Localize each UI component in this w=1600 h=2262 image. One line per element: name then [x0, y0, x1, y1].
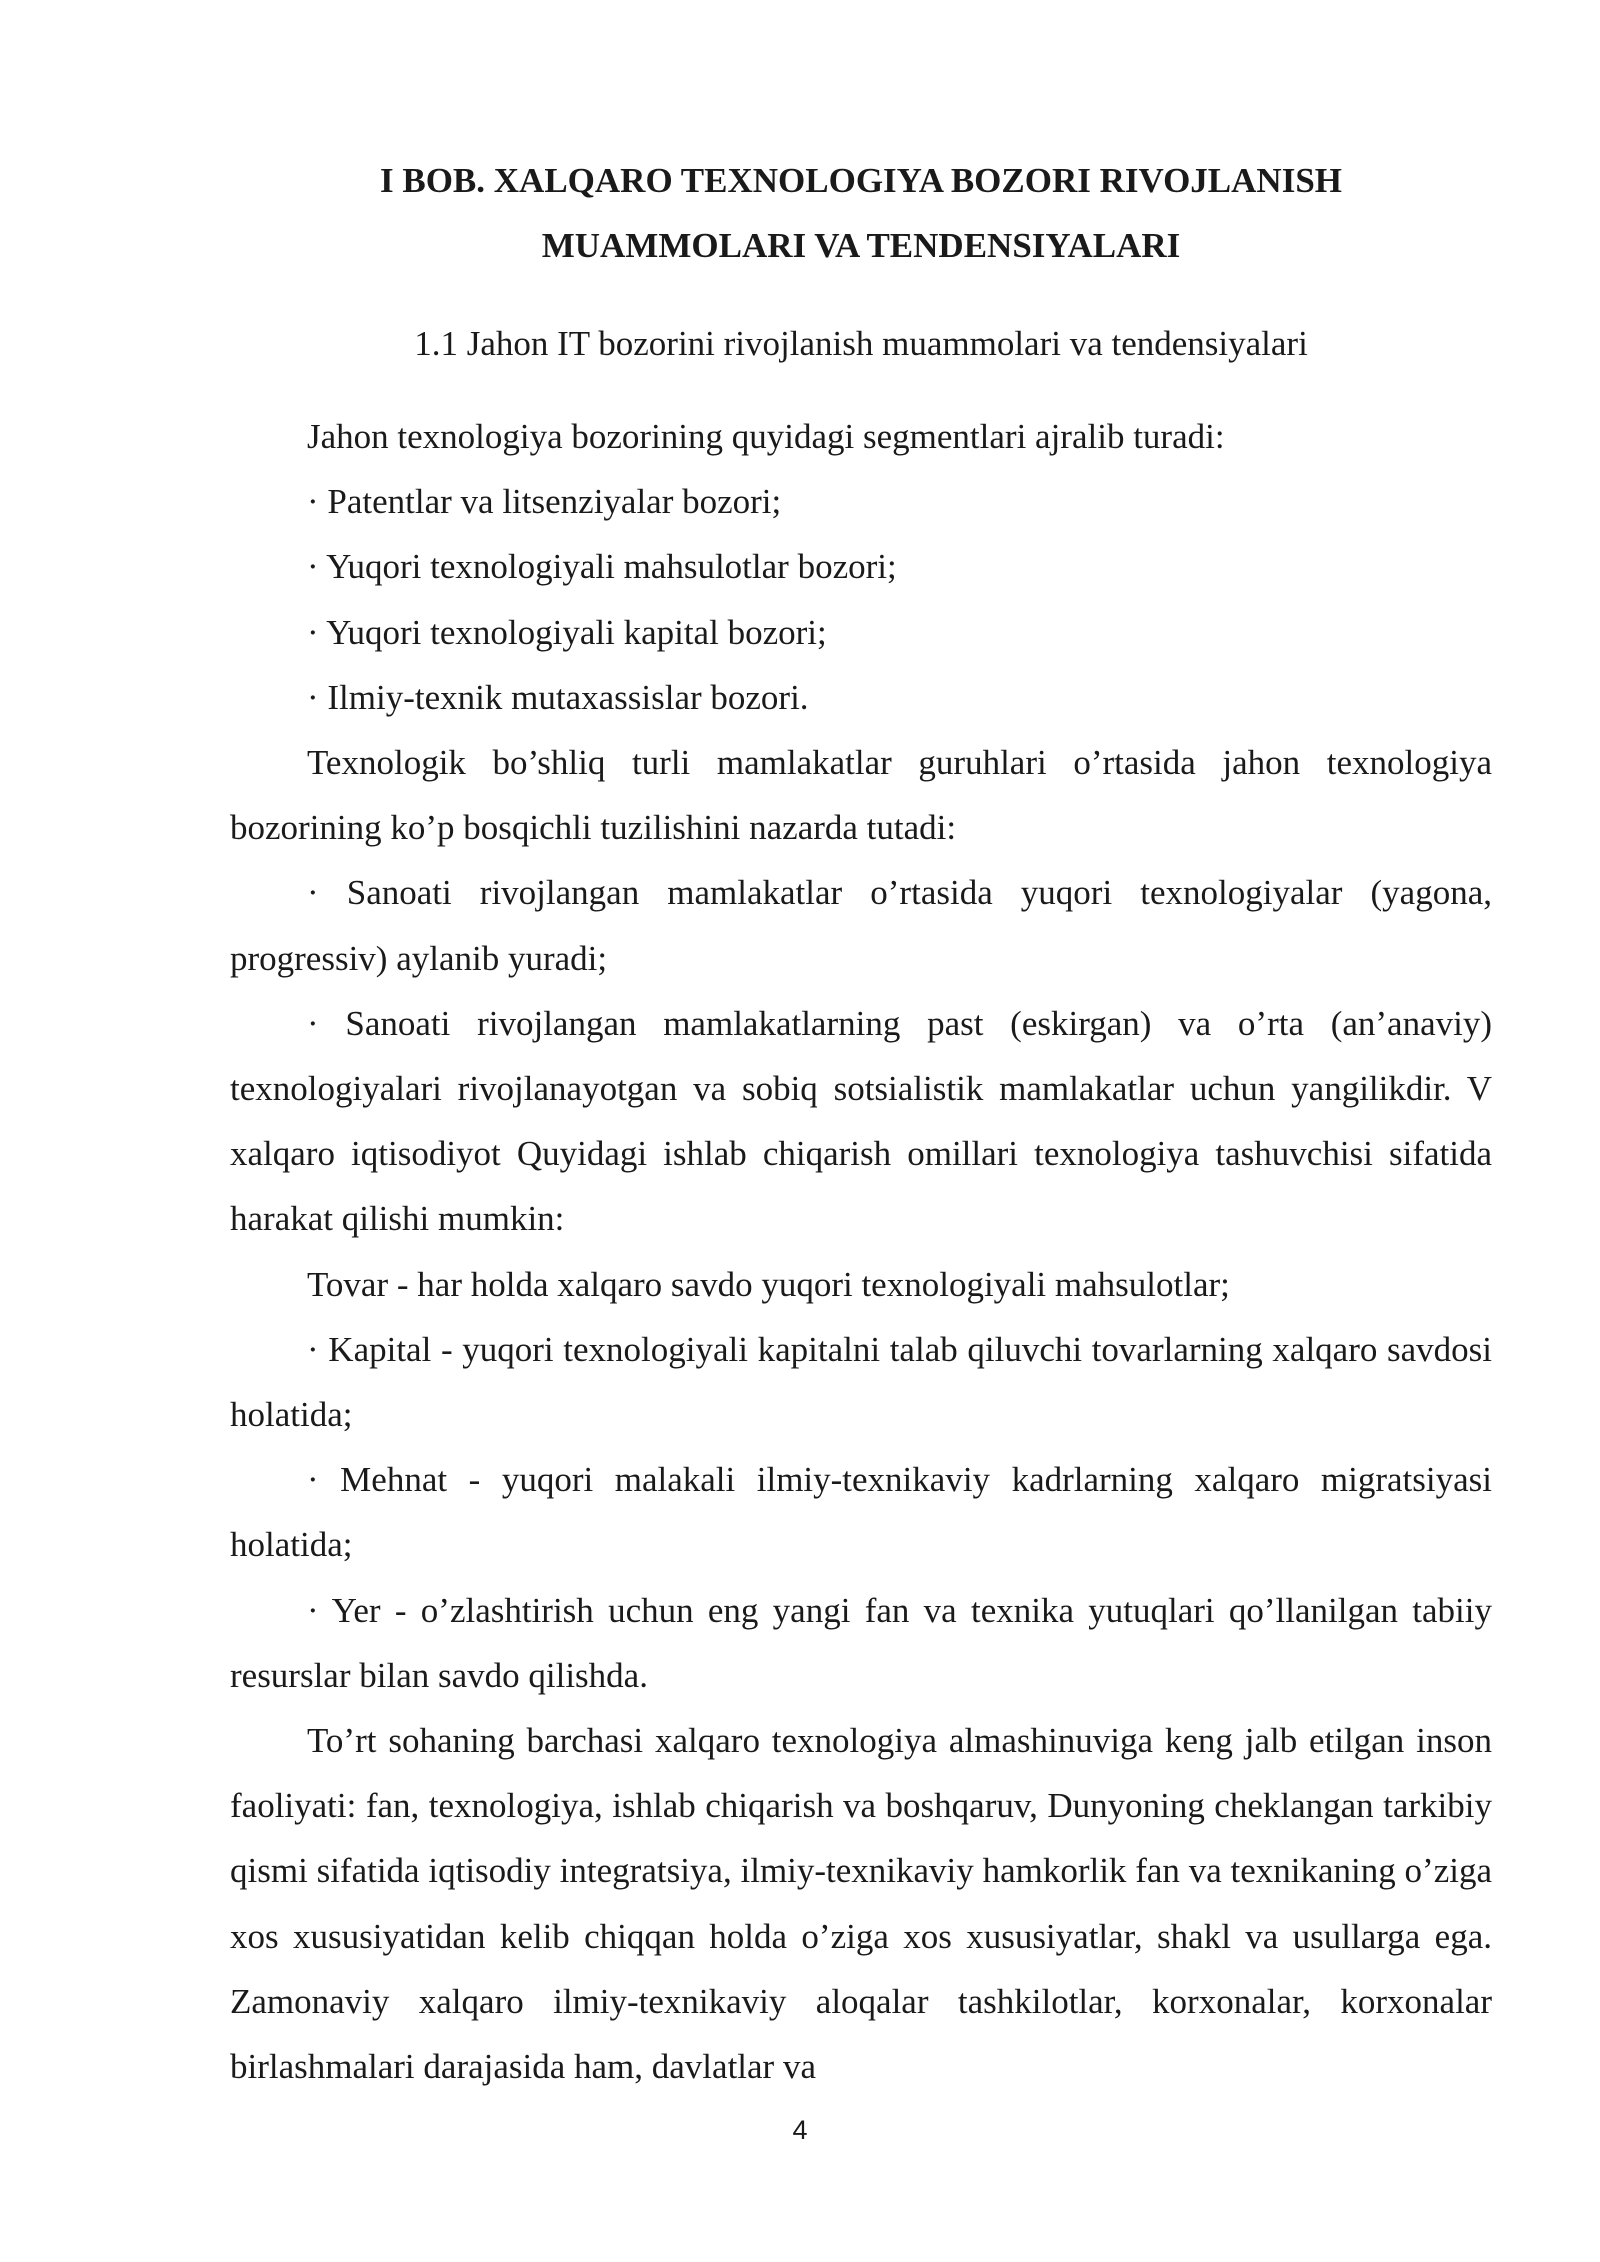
list-item-land: · Yer - o’zlashtirish uchun eng yangi fan va texnika yutuqlari qo’llanilgan tabiiy resurslar bilan savdo qilishda. — [230, 1590, 1492, 1695]
section-title: 1.1 Jahon IT bozorini rivojlanish muammolari va tendensiyalari — [414, 324, 1308, 363]
chapter-title — [230, 148, 1492, 278]
paragraph-goods: Tovar - har holda xalqaro savdo yuqori texnologiyali mahsulotlar; — [307, 1264, 1230, 1304]
list-item-hightech-products: · Yuqori texnologiyali mahsulotlar bozori; — [307, 547, 897, 587]
list-item-hightech-capital: · Yuqori texnologiyali kapital bozori; — [307, 612, 827, 652]
page-number: 4 — [792, 2115, 808, 2145]
list-item-patents: · Patentlar va litsenziyalar bozori; — [307, 482, 782, 522]
chapter-title-line-1: I BOB. XALQARO TEXNOLOGIYA BOZORI RIVOJLANISH — [379, 161, 1343, 200]
chapter-title-line-2: MUAMMOLARI VA TENDENSIYALARI — [541, 226, 1181, 265]
paragraph-four-spheres: To’rt sohaning barchasi xalqaro texnologiya almashinuviga keng jalb etilgan inson faoliyati: fan, texnologiya, ishlab chiqarish va boshqaruv, Dunyoning cheklangan tarkibiy qismi sifatida iqtisodiy integratsiya, ilmiy-texnikaviy hamkorlik fan va texnikaning o’ziga xos xususiyatidan kelib chiqqan holda o’ziga xos xususiyatlar, shakl va usullarga ega. Zamonaviy xalqaro ilmiy-texnikaviy aloqalar tashkilotlar, korxonalar, korxonalar birlashmalari darajasida ham, davlatlar va — [230, 1721, 1492, 2087]
list-item-specialists: · Ilmiy-texnik mutaxassislar bozori. — [307, 677, 809, 717]
list-item-labor: · Mehnat - yuqori malakali ilmiy-texnikaviy kadrlarning xalqaro migratsiyasi holatida; — [230, 1460, 1492, 1565]
body-text — [230, 404, 1492, 2099]
list-item-developed-countries: · Sanoati rivojlangan mamlakatlar o’rtasida yuqori texnologiyalar (yagona, progressiv) aylanib yuradi; — [230, 873, 1492, 978]
paragraph-intro: Jahon texnologiya bozorining quyidagi segmentlari ajralib turadi: — [307, 417, 1225, 456]
paragraph-technology-gap: Texnologik bo’shliq turli mamlakatlar guruhlari o’rtasida jahon texnologiya bozorining ko’p bosqichli tuzilishini nazarda tutadi: — [230, 743, 1492, 848]
list-item-capital: · Kapital - yuqori texnologiyali kapitalni talab qiluvchi tovarlarning xalqaro savdosi holatida; — [230, 1329, 1492, 1435]
list-item-developing-countries: · Sanoati rivojlangan mamlakatlarning past (eskirgan) va o’rta (an’anaviy) texnologiyalari rivojlanayotgan va sobiq sotsialistik mamlakatlar uchun yangilikdir. V xalqaro iqtisodiyot Quyidagi ishlab chiqarish omillari texnologiya tashuvchisi sifatida harakat qilishi mumkin: — [230, 1003, 1492, 1239]
